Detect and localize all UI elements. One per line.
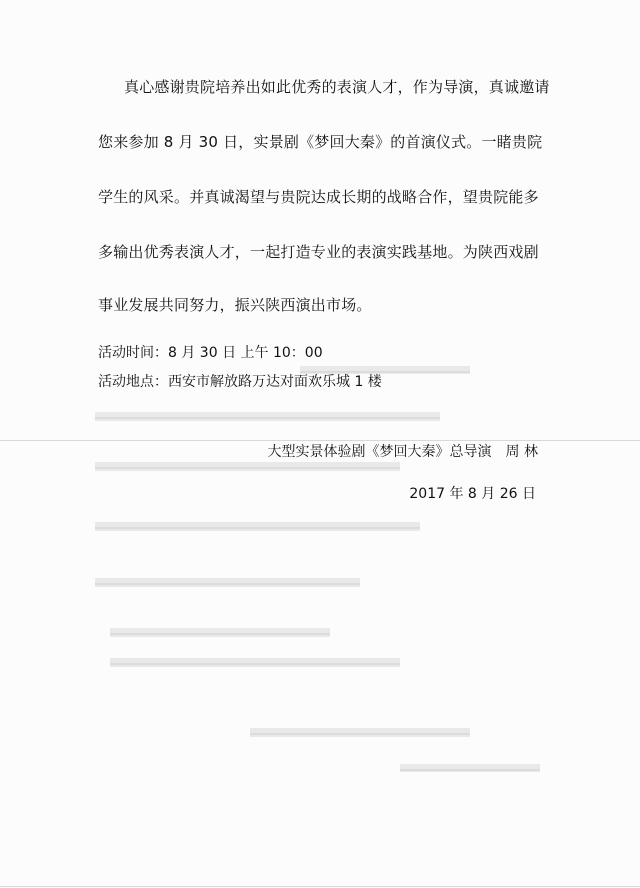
- body-line-5: 事业发展共同努力，振兴陕西演出市场。: [98, 296, 372, 314]
- body-line-2: 您来参加 8 月 30 日，实景剧《梦回大秦》的首演仪式。一睹贵院: [98, 133, 543, 151]
- event-location: 活动地点：西安市解放路万达对面欢乐城 1 楼: [98, 374, 382, 390]
- letter-date: 2017 年 8 月 26 日: [409, 486, 536, 502]
- signature: 大型实景体验剧《梦回大秦》总导演 周 林: [267, 444, 538, 460]
- body-line-4: 多输出优秀表演人才，一起打造专业的表演实践基地。为陕西戏剧: [98, 243, 539, 261]
- body-line-3: 学生的风采。并真诚渴望与贵院达成长期的战略合作，望贵院能多: [98, 188, 539, 206]
- body-line-1: 真心感谢贵院培养出如此优秀的表演人才，作为导演，真诚邀请: [124, 78, 550, 96]
- event-time: 活动时间：8 月 30 日 上午 10：00: [98, 345, 323, 361]
